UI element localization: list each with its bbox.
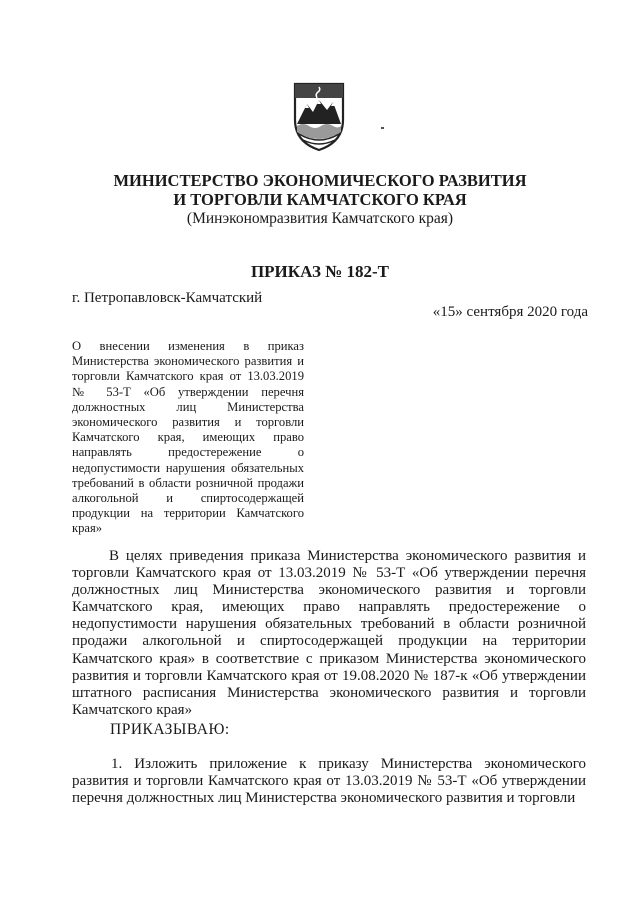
order-city: г. Петропавловск-Камчатский: [72, 290, 263, 306]
order-date: «15» сентября 2020 года: [432, 304, 588, 320]
ministry-name-line-1: МИНИСТЕРСТВО ЭКОНОМИЧЕСКОГО РАЗВИТИЯ: [113, 171, 527, 190]
order-directive: ПРИКАЗЫВАЮ:: [110, 721, 230, 738]
order-title: ПРИКАЗ № 182-Т: [250, 262, 390, 281]
scan-speck: [381, 127, 384, 129]
ministry-short-name: (Минэкономразвития Камчатского края): [186, 210, 454, 227]
coat-of-arms-icon: [291, 80, 347, 152]
ministry-name-line-2: И ТОРГОВЛИ КАМЧАТСКОГО КРАЯ: [173, 190, 467, 209]
order-item-1: 1. Изложить приложение к приказу Министерства экономического развития и торговли Камчатского края от 13.03.2019 № 53-Т «Об утверждении перечня должностных лиц Министерства экономического развития и торговли: [72, 756, 586, 807]
preamble-paragraph: В целях приведения приказа Министерства экономического развития и торговли Камчатского края от 13.03.2019 № 53-Т «Об утверждении перечня должностных лиц Министерства экономического развития и торговли Камчатского края, имеющих право направлять предостережение о недопустимости нарушения обязательных требований в области розничной продажи алкогольной и спиртосодержащей продукции на территории Камчатского края» в соответствие с приказом Министерства экономического развития и торговли Камчатского края от 19.08.2020 № 187-к «Об утверждении штатного расписания Министерства экономического развития и торговли Камчатского края»: [72, 548, 586, 718]
order-subject: О внесении изменения в приказ Министерства экономического развития и торговли Камчатского края от 13.03.2019 № 53-Т «Об утверждении перечня должностных лиц Министерства экономического развития и торговли Камчатского края, имеющих право направлять предостережение о недопустимости нарушения обязательных требований в области розничной продажи алкогольной и спиртосодержащей продукции на территории Камчатского края»: [72, 339, 304, 536]
